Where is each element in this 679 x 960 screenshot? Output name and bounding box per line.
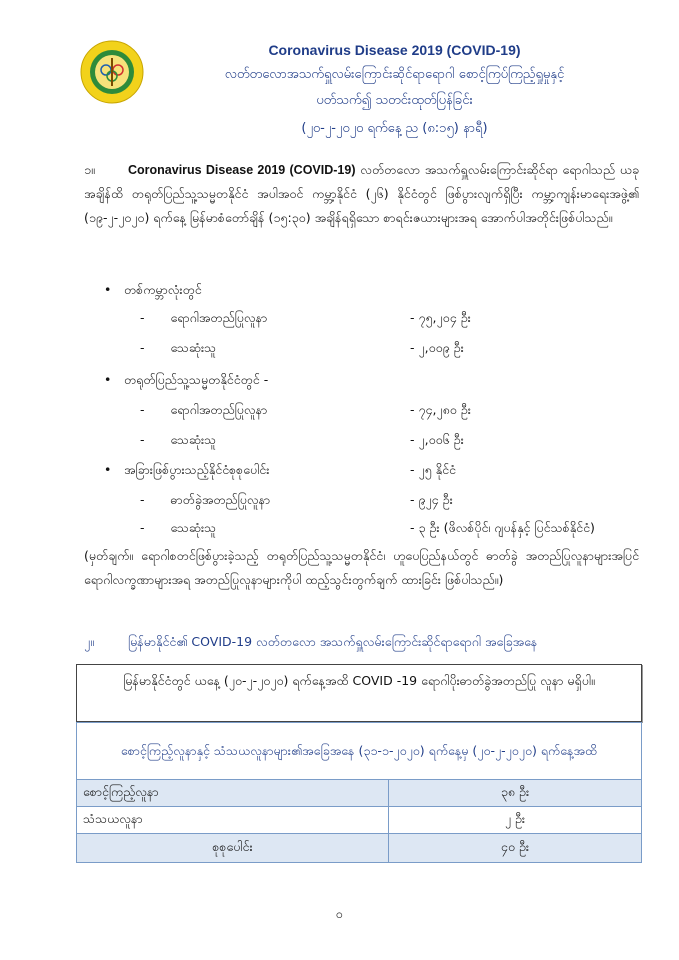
section1-number: ၁။ xyxy=(84,162,95,177)
china-deaths-label: သေဆုံးသူ xyxy=(170,432,217,447)
other-confirmed-label: ဓာတ်ခွဲအတည်ပြုလူနာ xyxy=(170,492,271,507)
table-row xyxy=(77,834,642,863)
section1-paragraph xyxy=(84,158,639,230)
patients-table xyxy=(76,722,642,863)
title-date: (၂၀-၂-၂၀၂၀ ရက်နေ့ ည (၈:၁၅) နာရီ) xyxy=(301,121,488,136)
total-label: စုစုပေါင်း xyxy=(77,834,389,863)
other-deaths-label: သေဆုံးသူ xyxy=(170,520,217,535)
table-header-row xyxy=(77,723,642,780)
other-confirmed-row: - ဓာတ်ခွဲအတည်ပြုလူနာ xyxy=(140,492,271,507)
section2-number: ၂။ xyxy=(84,634,94,649)
table-header: စောင့်ကြည့်လူနာနှင့် သံသယလူနာများ၏အခြေအနေ (၃၁-၁-၂၀၂၀) ရက်နေ့မှ (၂၀-၂-၂၀၂၀) ရက်နေ့အထိ xyxy=(77,723,642,780)
china-deaths-row: - သေဆုံးသူ xyxy=(140,432,217,447)
row-label: သံသယလူနာ xyxy=(77,807,389,834)
section2-heading xyxy=(84,634,537,653)
global-confirmed-label: ရောဂါအတည်ပြုလူနာ xyxy=(170,310,268,325)
global-deaths-label: သေဆုံးသူ xyxy=(170,340,217,355)
other-deaths-value: - ၃ ဦး (ဖိလစ်ပိုင်၊ ဂျပန်နှင့် ပြင်သစ်နိုင်ငံ) xyxy=(410,520,595,535)
document-title: Coronavirus Disease 2019 (COVID-19) xyxy=(268,42,521,58)
china-confirmed-value: - ၇၄,၂၈၀ ဦး xyxy=(410,402,471,417)
bullet-icon: • xyxy=(104,282,112,297)
table-row xyxy=(77,807,642,834)
global-deaths-row: - သေဆုံးသူ xyxy=(140,340,217,355)
bullet-icon: • xyxy=(104,462,112,477)
page-number: ၀ xyxy=(336,907,343,921)
china-confirmed-label: ရောဂါအတည်ပြုလူနာ xyxy=(170,402,268,417)
china-deaths-value: - ၂,၀၀၆ ဦး xyxy=(410,432,464,447)
remark-note: (မှတ်ချက်။ ရောဂါစတင်ဖြစ်ပွားခဲ့သည့် တရုတ်ပြည်သူ့သမ္မတနိုင်ငံ၊ ဟူပေပြည်နယ်တွင် ဓာတ်ခွဲ အတည်ပြုလူနာများအပြင် ရောဂါလက္ခဏာများအရ အတည်ပြုလူနာများကိုပါ ထည့်သွင်းတွက်ချက် ထားခြင်း ဖြစ်ပါသည်။) xyxy=(84,548,639,587)
other-confirmed-value: - ၉၂၄ ဦး xyxy=(410,492,453,507)
section1-bold-lead: Coronavirus Disease 2019 (COVID-19) xyxy=(128,163,356,177)
global-confirmed-value: - ၇၅,၂၀၄ ဦး xyxy=(410,310,471,325)
china-confirmed-row: - ရောဂါအတည်ပြုလူနာ xyxy=(140,402,268,417)
row-label: စောင့်ကြည့်လူနာ xyxy=(77,780,389,807)
other-countries-value: - ၂၅ နိုင်ငံ xyxy=(410,462,456,477)
global-heading: • တစ်ကမ္ဘာလုံးတွင် xyxy=(104,278,202,302)
title-line-2: လတ်တလောအသက်ရှူလမ်းကြောင်းဆိုင်ရာရောဂါ စောင့်ကြပ်ကြည့်ရှုမှုနှင့် xyxy=(224,67,565,82)
section1-text: လတ်တလော အသက်ရှူလမ်းကြောင်းဆိုင်ရာ ရောဂါသည် ယခုအချိန်ထိ တရုတ်ပြည်သူ့သမ္မတနိုင်ငံ အပါအဝင် ကမ္ဘာ့နိုင်ငံ (၂၆) နိုင်ငံတွင် ဖြစ်ပွားလျက်ရှိပြီး ကမ္ဘာ့ကျန်းမာရေးအဖွဲ့၏ (၁၉-၂-၂၀၂၀) ရက်နေ့ မြန်မာစံတော်ချိန် (၁၅:၃၀) အချိန်ရရှိသော စာရင်းဇယားများအရ အောက်ပါအတိုင်းဖြစ်ပါသည်။ xyxy=(84,162,639,225)
china-heading: • တရုတ်ပြည်သူ့သမ္မတနိုင်ငံတွင် - xyxy=(104,368,268,392)
row-value: ၃၈ ဦး xyxy=(389,780,642,807)
myanmar-status-box: မြန်မာနိုင်ငံတွင် ယနေ့ (၂၀-၂-၂၀၂၀) ရက်နေ့အထိ COVID -19 ရောဂါပိုးဓာတ်ခွဲအတည်ပြု လူနာ မရှိပါ။ xyxy=(76,664,642,722)
other-heading: • အခြားဖြစ်ပွားသည့်နိုင်ငံစုစုပေါင်း xyxy=(104,458,269,482)
title-line-3: ပတ်သက်၍ သတင်းထုတ်ပြန်ခြင်း xyxy=(316,93,473,108)
ministry-logo xyxy=(80,40,144,104)
table-row xyxy=(77,780,642,807)
global-deaths-value: - ၂,၀၀၉ ဦး xyxy=(410,340,464,355)
bullet-icon: • xyxy=(104,372,112,387)
total-value: ၄၀ ဦး xyxy=(389,834,642,863)
global-confirmed-row: - ရောဂါအတည်ပြုလူနာ xyxy=(140,310,268,325)
row-value: ၂ ဦး xyxy=(389,807,642,834)
section2-title: မြန်မာနိုင်ငံ၏ COVID-19 လတ်တလော အသက်ရှူလမ်းကြောင်းဆိုင်ရာရောဂါ အခြေအနေ xyxy=(128,634,538,649)
other-deaths-row: - သေဆုံးသူ xyxy=(140,520,217,535)
